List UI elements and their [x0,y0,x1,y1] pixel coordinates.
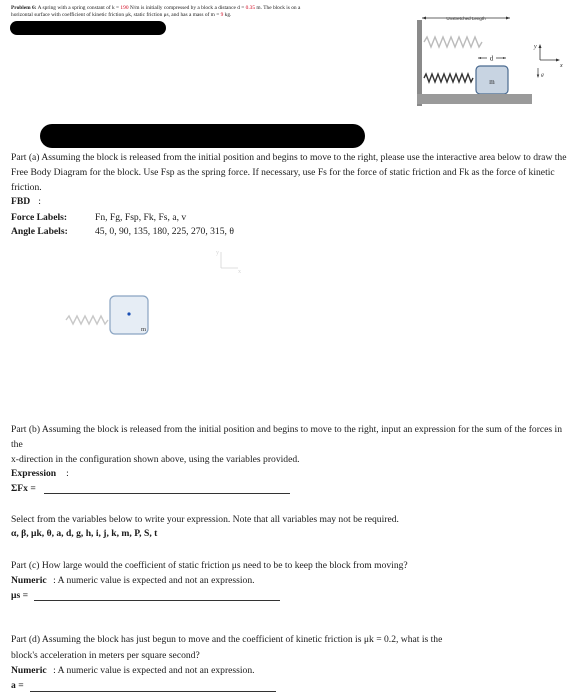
arrowhead [556,59,560,62]
axis-x-label: x [560,63,563,69]
problem-label: Problem 6: [11,5,37,11]
problem-line-2 [11,12,411,19]
gravity-label: g [541,72,544,78]
arrowhead [422,17,426,20]
d-label: d [489,54,494,63]
problem-text: kg. [223,12,232,18]
numeric-note: : A numeric value is expected and not an expression. [53,575,255,586]
arrowhead [506,17,510,20]
sum-fx-label: ΣFx = [11,483,36,494]
part-d-numeric-row [11,663,255,678]
force-labels-title: Force Labels: [11,212,68,223]
fbd-y-axis-label: y [216,250,219,256]
part-d-text-2: block's acceleration in meters per square second? [11,650,200,661]
problem-text: N/m is initially compressed by a block a distance d = [128,5,246,11]
sum-fx-answer-field[interactable] [44,492,290,494]
floor [417,94,532,104]
part-d-text: Part (d) Assuming the block has just begun to move and the coefficient of kinetic friction is μk = 0.2, what is the [11,634,443,645]
variables-intro: Select from the variables below to write your expression. Note that all variables may not be required. [11,514,399,525]
redaction-bar [40,124,365,148]
acceleration-answer-field[interactable] [30,690,276,692]
fbd-spring [66,316,108,324]
unstretched-length-label: Unstretched Length [446,16,486,21]
angle-labels-title: Angle Labels: [11,226,68,237]
k-value: 190 [120,5,129,11]
problem-text: A spring with a spring constant of k = [37,5,121,11]
angle-labels-list: 45, 0, 90, 135, 180, 225, 270, 315, θ [95,226,234,237]
redaction-bar [10,21,166,35]
problem-figure [410,10,580,110]
problem-line-1 [11,5,411,12]
mu-s-answer-field[interactable] [34,599,280,601]
arrowhead [537,75,539,79]
fbd-colon: : [38,196,41,207]
force-labels-list: Fn, Fg, Fsp, Fk, Fs, a, v [95,212,187,223]
block-label: m [489,78,495,86]
variables-list: α, β, μk, θ, a, d, g, h, i, j, k, m, P, S, t [11,528,158,539]
angle-labels-row [11,224,234,239]
arrowhead [503,57,506,59]
problem-text: m. The block is on a [255,5,301,11]
numeric-note: : A numeric value is expected and not an expression. [53,665,255,676]
numeric-label: Numeric [11,575,47,586]
m-value: 9 [220,12,224,18]
expression-colon: : [66,468,69,479]
problem-text: horizontal surface with coefficient of kinetic friction μk, static friction μs, and has a mass of m = [11,12,221,18]
arrowhead [539,44,542,48]
part-c-text: Part (c) How large would the coefficient of static friction μs need to be to keep the block from moving? [11,560,408,571]
fbd-drawing-area[interactable] [10,240,570,410]
force-labels-row [11,210,187,225]
fbd-label-text: FBD [11,196,31,207]
fbd-block-label: m [141,326,147,333]
part-a-text: Part (a) Assuming the block is released from the initial position and begins to move to the right, please use the interactive area below to draw the Free Body Diagram for the block. Use Fsp as the spring force. If necessary, use Fs for the force of static friction and Fk as the force of kinetic friction. [11,152,567,193]
mu-s-label: μs = [11,590,29,601]
fbd-center-point[interactable] [127,312,130,315]
d-value: 0.35 [245,5,256,11]
expression-label-text: Expression [11,468,57,479]
axis-y-label: y [534,44,537,50]
unstretched-spring [424,37,482,47]
problem-statement [11,5,411,19]
wall [417,20,422,106]
part-b-text-2: x-direction in the configuration shown above, using the variables provided. [11,454,300,465]
part-b-text: Part (b) Assuming the block is released from the initial position and begins to move to the right, input an expression for the sum of the forces in the [11,424,563,450]
part-c-numeric-row [11,573,255,588]
fbd-canvas[interactable] [10,240,570,410]
fbd-label [11,194,41,209]
compressed-spring [424,74,473,82]
arrowhead [478,57,481,59]
acceleration-label: a = [11,680,24,691]
fbd-x-axis-label: x [238,269,241,275]
numeric-label: Numeric [11,665,47,676]
expression-label [11,466,69,481]
